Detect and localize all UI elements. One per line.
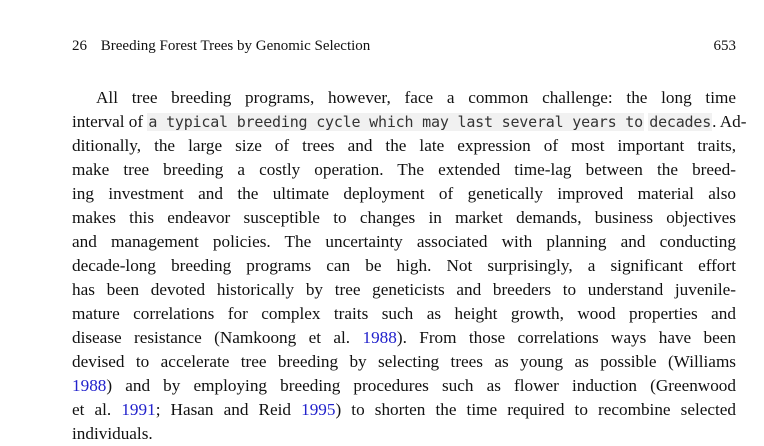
- text-line: [72, 398, 736, 422]
- text-segment: interval of: [72, 112, 148, 131]
- text-line: decade-long breeding programs can be high. Not surprisingly, a significant effort: [72, 256, 736, 275]
- highlighted-text[interactable]: decades: [649, 113, 712, 131]
- text-line: has been devoted historically by tree geneticists and breeders to understand juvenile-: [72, 280, 736, 299]
- text-line: [72, 326, 736, 350]
- text-segment: ) to shorten the time required to recombine selected: [335, 400, 737, 419]
- text-segment: . Ad-: [712, 112, 747, 131]
- highlighted-text[interactable]: a typical breeding cycle which may last several years to: [148, 113, 643, 131]
- text-line: [72, 110, 747, 134]
- chapter-title: Breeding Forest Trees by Genomic Selection: [100, 38, 371, 54]
- chapter-number: 26: [72, 38, 87, 54]
- text-line: devised to accelerate tree breeding by selecting trees as young as possible (Williams: [72, 352, 736, 371]
- citation-link[interactable]: 1988: [362, 328, 397, 347]
- running-header-left: [72, 38, 370, 55]
- citation-link[interactable]: 1988: [72, 376, 107, 395]
- text-segment: ). From those correlations ways have been: [396, 328, 736, 347]
- text-line: [72, 374, 736, 398]
- text-line: ing investment and the ultimate deployment of genetically improved material also: [72, 184, 736, 203]
- citation-link[interactable]: 1995: [301, 400, 336, 419]
- running-header: [72, 38, 736, 60]
- text-segment: ) and by employing breeding procedures such as flower induction (Greenwood: [106, 376, 736, 395]
- text-segment: et al.: [72, 400, 122, 419]
- text-line: makes this endeavor susceptible to changes in market demands, business objectives: [72, 208, 736, 227]
- text-line: All tree breeding programs, however, face a common challenge: the long time: [96, 88, 736, 107]
- text-line: individuals.: [72, 424, 153, 443]
- text-line: make tree breeding a costly operation. The extended time-lag between the breed-: [72, 160, 736, 179]
- text-line: and management policies. The uncertainty associated with planning and conducting: [72, 232, 736, 251]
- page-number: 653: [713, 38, 736, 54]
- text-segment: disease resistance (Namkoong et al.: [72, 328, 363, 347]
- citation-link[interactable]: 1991: [121, 400, 156, 419]
- body-paragraph: [72, 86, 747, 446]
- text-line: ditionally, the large size of trees and the late expression of most important traits,: [72, 136, 736, 155]
- text-segment: ; Hasan and Reid: [155, 400, 302, 419]
- text-line: mature correlations for complex traits such as height growth, wood properties and: [72, 304, 736, 323]
